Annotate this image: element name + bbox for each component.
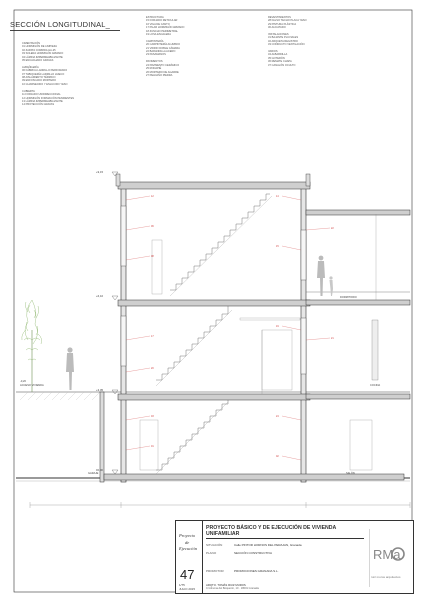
svg-text:15: 15 [276, 245, 279, 248]
project-title: PROYECTO BÁSICO Y DE EJECUCIÓN DE VIVIENDA UNIFAMILIAR [206, 525, 337, 537]
sheet-number: 47 [180, 567, 195, 582]
logo-caption: ruiz muros arquitectos [371, 575, 401, 579]
room-tag-kitchen: COCINA [370, 384, 381, 387]
type-line-2: de [185, 539, 190, 545]
person-figure-icon [66, 347, 74, 390]
title-block [175, 520, 414, 594]
notes-column-3: REVESTIMIENTOS 28 FALSO TECHO PLACA YESO 29 PINTURA PLÁSTICA 30 ALICATADO INSTALACIONES 31 BAJANTE PLUVIALES 32 ARQUETA REGISTRO 33 CONDUCTO VENTILACIÓN VARIOS 34 ALBARDILLA 35 GOTERÓN 36 REMATE CHAPA 37 CANALÓN OCULTO [268, 16, 307, 67]
promoter-label: PROMOTOR [206, 569, 224, 573]
svg-text:14: 14 [276, 195, 279, 198]
svg-text:03: 03 [151, 415, 154, 418]
level-label-1: +3,05 [96, 388, 104, 392]
parapet-right [306, 174, 310, 186]
type-line-3: Ejecución [179, 546, 197, 551]
parapet-left [116, 174, 120, 186]
svg-text:21: 21 [331, 337, 334, 340]
logo-letters: RMa [373, 547, 401, 562]
staircase [156, 194, 272, 474]
annotation-leaders [126, 196, 330, 460]
level-label-ground: -0,20 [20, 380, 26, 383]
plan-label: PLANO [206, 551, 217, 555]
person-figure-icon [317, 256, 325, 296]
svg-text:24: 24 [276, 415, 279, 418]
terrain-hatch [20, 392, 100, 400]
svg-text:22: 22 [331, 227, 334, 230]
scale-value: 1/75 [179, 583, 185, 587]
tree-icon [22, 300, 42, 392]
svg-text:08: 08 [151, 255, 154, 258]
room-tag-access: ACCESO VIVIENDA [20, 384, 44, 387]
plan-value: SECCIÓN CONSTRUCTIVA [234, 551, 272, 555]
author-name: ARQTO. TOMÁS RUIZ MUROS [206, 583, 246, 587]
floor-slabs [104, 182, 404, 480]
svg-text:06: 06 [151, 225, 154, 228]
room-tag-garage: GARAJE [88, 472, 99, 475]
level-label-0: ±0,00 [96, 468, 103, 472]
type-line-1: Proyecto [179, 533, 196, 538]
page-title: SECCIÓN LONGITUDINAL_ [10, 20, 111, 29]
annotation-numbers [151, 195, 334, 458]
notes-column-2: ESTRUCTURA 15 FORJADO RETICULAR 16 VIGA DE CANTO 17 PILAR HORMIGÓN ARMADO 18 ZUNCHO PERIMETRAL 19 LOSA ESCALERA CARPINTERÍA 20 CARPINTERÍA ALUMINIO 21 VIDRIO DOBLE CÁMARA 22 BARANDILLA ACERO 23 PASAMANOS PAVIMENTOS 24 PAVIMENTO CERÁMICO 25 RODAPIÉ 26 MORTERO DE AGARRE 27 PELDAÑO PIEDRA [146, 16, 185, 77]
notes-column-1: CIMENTACIÓN 01 HORMIGÓN DE LIMPIEZA 02 ZAPATA CORRIDA HA-25 03 SOLERA HORMIGÓN ARMADO 04 LÁMINA IMPERMEABILIZANTE 05 ENCACHADO GRAVAS ALBAÑILERÍA 06 FÁBRICA LADRILLO PERFORADO 07 TABIQUERÍA LADRILLO HUECO 08 AISLAMIENTO TÉRMICO 09 ENFOSCADO MORTERO 10 GUARNECIDO Y ENLUCIDO YESO CUBIERTA 11 FORJADO UNIDIRECCIONAL 12 HORMIGÓN FORMACIÓN PENDIENTES 13 LÁMINA IMPERMEABILIZANTE 14 PROTECCIÓN GRAVAS [22, 42, 75, 107]
room-tag-bedroom: DORMITORIO [340, 296, 357, 299]
title-block-type [176, 521, 203, 593]
author-address: C/ Almona del Boquerón, 10 · 18001 Granada [206, 587, 259, 590]
location-label: SITUACIÓN [206, 543, 223, 547]
date-value: JULIO 2015 [179, 587, 196, 591]
level-markers [112, 172, 118, 474]
room-tag-living: SALÓN [346, 472, 355, 475]
svg-text:19: 19 [276, 325, 279, 328]
dimension-line [30, 502, 410, 508]
child-figure-icon [329, 276, 333, 296]
level-label-roof: +9,15 [96, 170, 104, 174]
svg-text:17: 17 [151, 335, 154, 338]
location-value: Calle PINTOR HORNOS DEL PERAJAN, Granada [234, 543, 302, 547]
svg-text:12: 12 [151, 195, 154, 198]
firm-logo [367, 529, 411, 587]
level-label-2: +6,10 [96, 294, 104, 298]
promoter-value: PROMOCIONES GRANADA S.L. [234, 569, 279, 573]
interior-partitions [140, 240, 300, 470]
right-wing [306, 210, 410, 470]
project-title-box [206, 524, 364, 539]
svg-text:01: 01 [151, 445, 154, 448]
facade-openings [121, 206, 306, 374]
svg-text:02: 02 [276, 455, 279, 458]
svg-text:20: 20 [151, 367, 154, 370]
